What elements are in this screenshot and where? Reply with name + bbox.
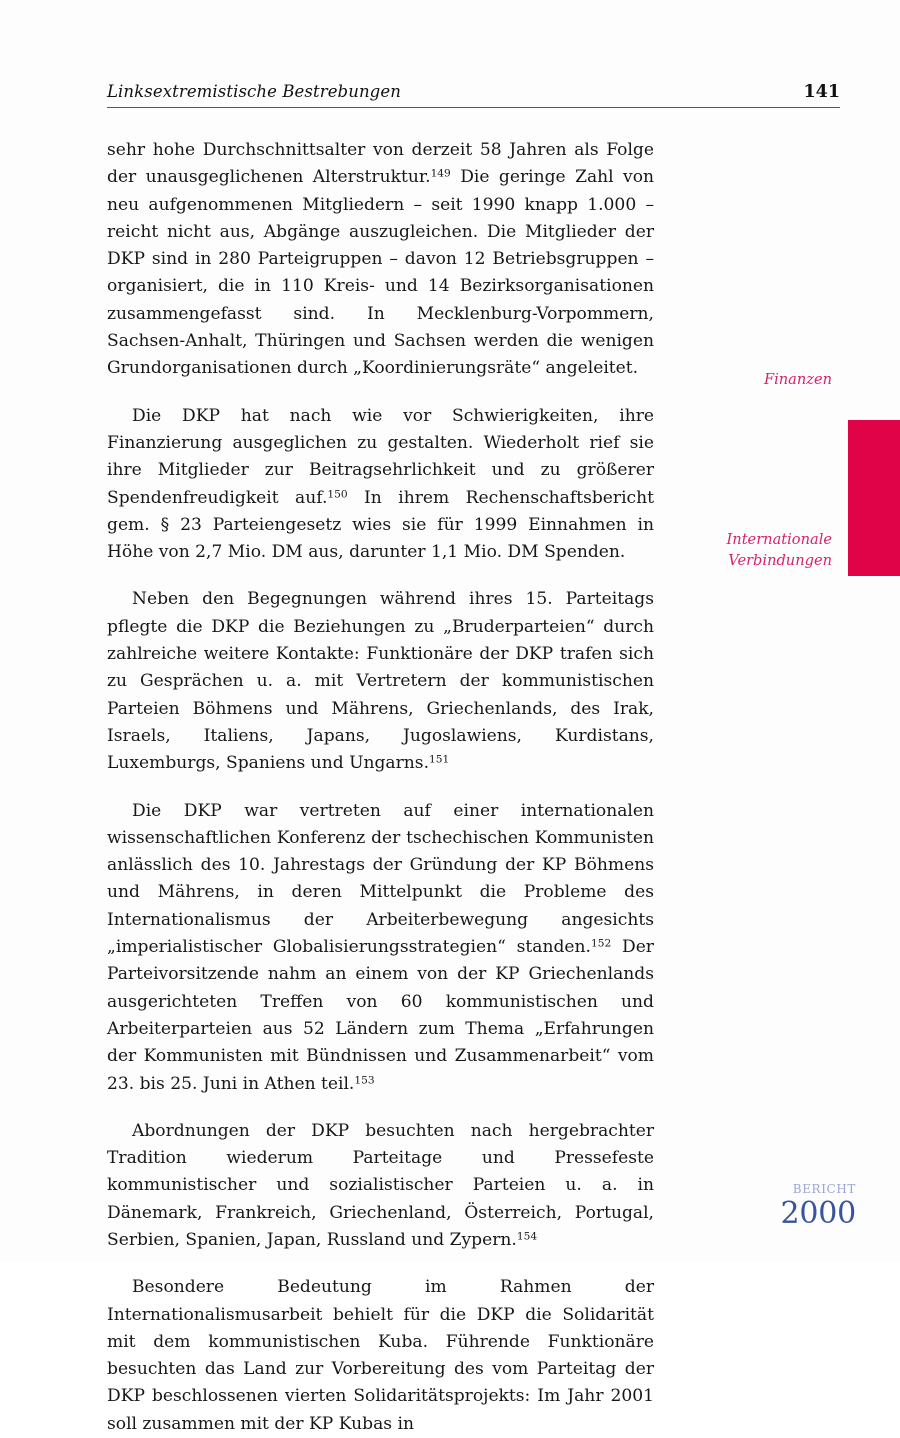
running-head-title: Linksextremistische Bestrebungen bbox=[107, 82, 401, 101]
body-text-column bbox=[107, 137, 654, 1438]
footer-logo-wordmark: bericht bbox=[792, 1178, 856, 1198]
running-head bbox=[107, 82, 840, 108]
margin-note-internationale-verbindungen bbox=[672, 530, 832, 571]
paragraph-fraternal-parties: Neben den Begegnungen während ihres 15. Parteitags pflegte die DKP die Beziehungen zu „Bruderparteien“ durch zahlreiche weitere Kontakte: Funktionäre der DKP trafen sich zu Gesprächen u. a. mit Vertretern der kommunistischen Parteien Böhmens und Mährens, Griechenlands, des Irak, Israels, Italiens, Japans, Jugoslawiens, Kurdistans, Luxemburgs, Spaniens und Ungarns.$^{151}$ bbox=[107, 589, 654, 774]
paragraph-membership-structure: sehr hohe Durchschnittsalter von derzeit 58 Jahren als Folge der unausgeglichenen Alterstruktur.$^{149}$ Die geringe Zahl von neu aufgenommenen Mitgliedern – seit 1990 knapp 1.000 – reicht nicht aus, Abgänge auszugleichen. Die Mitglieder der DKP sind in 280 Parteigruppen – davon 12 Betriebsgruppen – organisiert, die in 110 Kreis- und 14 Bezirksorganisationen zusammengefasst sind. In Mecklenburg-Vorpommern, Sachsen-Anhalt, Thüringen und Sachsen werden die wenigen Grundorganisationen durch „Koordinierungsräte“ angeleitet. bbox=[107, 140, 654, 379]
paragraph-finances: Die DKP hat nach wie vor Schwierigkeiten, ihre Finanzierung ausgeglichen zu gestalten. Wiederholt rief sie ihre Mitglieder zur Beitragsehrlichkeit und zu größerer Spendenfreudigkeit auf.$^{150}$ In ihrem Rechenschaftsbericht gem. § 23 Parteiengesetz wies sie für 1999 Einnahmen in Höhe von 2,7 Mio. DM aus, darunter 1,1 Mio. DM Spenden. bbox=[107, 405, 654, 563]
footnote-marker-149[interactable]: 149 bbox=[430, 167, 451, 180]
footer-logo-year: 2000 bbox=[780, 1196, 856, 1231]
margin-note-line: Verbindungen bbox=[728, 551, 832, 569]
footnote-marker-152[interactable]: 152 bbox=[590, 937, 612, 950]
paragraph-cuba-solidarity: Besondere Bedeutung im Rahmen der Internationalismusarbeit behielt für die DKP die Solidarität mit dem kommunistischen Kuba. Führende Funktionäre besuchten das Land zur Vorbereitung des vom Parteitag der DKP beschlossenen vierten Solidaritätsprojekts: Im Jahr 2001 soll zusammen mit der KP Kubas in bbox=[107, 1277, 654, 1434]
footnote-marker-153[interactable]: 153 bbox=[354, 1074, 375, 1086]
margin-note-finanzen bbox=[672, 370, 832, 391]
page-number: 141 bbox=[803, 82, 840, 102]
thumb-index-tab bbox=[848, 420, 900, 576]
footer-logo bbox=[716, 1180, 856, 1229]
paragraph-delegations: Abordnungen der DKP besuchten nach hergebrachter Tradition wiederum Parteitage und Pressefeste kommunistischer und sozialistischer Parteien u. a. in Dänemark, Frankreich, Griechenland, Österreich, Portugal, Serbien, Spanien, Japan, Russland und Zypern.$^{154}$ bbox=[107, 1120, 654, 1250]
margin-note-line: Finanzen bbox=[763, 371, 832, 388]
margin-note-line: Internationale bbox=[726, 531, 832, 548]
footnote-marker-151[interactable]: 151 bbox=[429, 753, 450, 766]
paragraph-conference: Die DKP war vertreten auf einer internationalen wissenschaftlichen Konferenz der tschechischen Kommunisten anlässlich des 10. Jahrestags der Gründung der KP Böhmens und Mährens, in deren Mittelpunkt die Probleme des Internationalismus der Arbeiterbewegung angesichts „imperialistischer Globalisierungsstrategien“ standen.$^{152}$ Der Parteivorsitzende nahm an einem von der KP Griechenlands ausgerichteten Treffen von 60 kommunistischen und Arbeiterparteien aus 52 Ländern zum Thema „Erfahrungen der Kommunisten mit Bündnissen und Zusammenarbeit“ vom 23. bis 25. Juni in Athen teil.$^{153}$ bbox=[107, 800, 654, 1094]
footnote-marker-150[interactable]: 150 bbox=[327, 488, 348, 501]
footnote-marker-154[interactable]: 154 bbox=[516, 1230, 538, 1243]
